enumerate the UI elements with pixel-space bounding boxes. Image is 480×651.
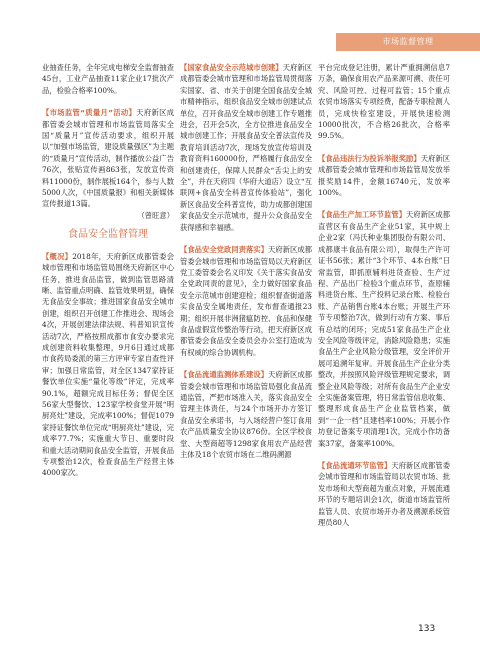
column-right [318,62,450,528]
paragraph [180,244,312,358]
paragraph-body: 天府新区成都管委会城市管理和市场监管局发放举报奖励14件，金额16740元，发放率100%。 [318,153,451,198]
section-header-title: 市场监督管理 [382,37,434,46]
author-signature: （曾旺意） [137,210,174,220]
paragraph [42,107,174,210]
paragraph-heading: 【国家食品安全示范城市创建】 [180,63,283,72]
paragraph [318,153,450,199]
paragraph-heading: 【食品流通监测体系建设】 [180,370,269,380]
paragraph-heading: 【食品安全党政同责落实】 [180,245,269,255]
paragraph [318,460,450,528]
paragraph: 平台完成登记注册，累计严重拥溯信息7万条，确保食用农产品来源可溯、责任可究、风险可控、过程可监管；15个重点农贸市场落实专项经费，配备专职检测人员，完成快检室建设，开展快速检测10000批次，不合格26批次，合格率99.5%。 [318,63,450,141]
section-title: 食品安全监督管理 [68,229,148,241]
paragraph-heading: 【市场监管“质量月”活动】 [42,108,137,118]
paragraph [180,369,312,460]
paragraph-body: 天府新区成都管委会城市管理和市场监管局强化食品流通监管，严把市场准入关，落实食品安全管理主体责任，与24个市场开办方签订食品安全承诺书，与入场经营户签订食用农产品质量安全协议876份。全区学校食堂、大型商超等1298家食用农产品经营主体及18个农贸市场在二维码溯源 [180,370,313,459]
paragraph-heading: 【食品流通环节监管】 [318,461,392,470]
paragraph-heading: 【食品生产加工环节监管】 [318,210,407,220]
paragraph-heading: 【食品违法行为投诉举报奖励】 [318,153,421,163]
paragraph [180,62,312,233]
column-left [42,62,174,479]
paragraph-heading: 【概况】 [42,251,73,261]
column-middle [180,62,312,460]
paragraph-body: 天府新区成都直营区有食品生产企业51家，其中规上企业2家（冯氏种业集团股份有限公司、成都康丰食品有限公司），取得生产许可证书56张；累计“3个环节、4本台账”日常监管，即抓原辅料进货查验、生产过程、产品出厂检验3个重点环节，查原辅料进货台账、生产投料记录台账、检验台账、产品销售台账4本台账；开展生产环节专项整治7次，做到行动有方案、事后有总结的闭环；完成51家食品生产企业安全风险等级评定，消除风险隐患；实施食品生产企业风险分级管理，安全评价开展可追溯年复审。开展食品生产企业分类整改，并按照风险评级管理规定要求，调整企业风险等级；对所有食品生产企业安全实施备案管理，将日常监管信息收集、整理形成食品生产企业监管档案，做到“一企一档”且建档率100%；开展小作坊登记备案专项清理1次，完成小作坊备案37家，备案率100%。 [318,210,451,448]
paragraph-body: 天府新区成都管委会城市管理和市场监管局以农贸市场、批发市场和大型商超为重点对象，开展流通环节的专题培训会1次，街道市场监管所监管人员、农贸市场开办者及溯源系统管理员80人 [318,461,451,528]
paragraph [318,209,450,449]
section-header-bar [336,33,480,51]
paragraph-body: 天府新区成都管委会城市管理和市场监管局以天府新区党工委管委会名义印发《关于落实食品安全党政同责的意见》，全力做好国家食品安全示范城市创建迎检；组织督查街道落实食品安全属地责任，发布督查通报23期；组织开展非洲猪瘟防控、食品和保健食品虚假宣传整治等行动，把天府新区成都管委会食品安全委员会办公室打造成为有权威的综合协调机构。 [180,245,313,357]
paragraph-body: 2018年，天府新区成都管委会城市管理和市场监管局围绕天府新区中心任务，推进食品监管，做到监管思路清晰、监管重点明确、监管效果明显，确保无食品安全事故；推进国家食品安全城市创建，组织召开创建工作推进会、现场会4次，开展创建法律法规、科普知识宣传活动7次，严格按照成都市食安办要求完成创建资料收集整理，9月6日通过成都市食药局委派的第三方评审专家自查性评审；加强日常监管，对全区1347家持证餐饮单位实施“量化等级”评定，完成率90.1%，超额完成目标任务；督促全区56家大型餐饮、123家学校食堂开展“明厨亮灶”建设，完成率100%；督促1079家持证餐饮单位完成“明厨亮灶”建设，完成率77.7%；实施重大节日、重要时段和重大活动期间食品安全监管，开展食品专项整治12次，检查食品生产经营主体4000家次。 [42,251,174,478]
paragraph [42,251,174,479]
paragraph-body: 天府新区成都管委会城市管理和市场监管局贯彻落实国家、省、市关于创建全国食品安全城市精神指示，组织食品安全城市创建试点单位，召开食品安全城市创建工作专题推进会，召开会5次，全方位推进食品安全城市创建工作；开展食品安全普法宣传及教育培训活动7次，现场发放宣传培训及教育资料160000份，严格履行食品安全和创建责任，保障人民群众“舌尖上的安全”，并在天府四（华府大道店）设立“互联网+食品安全科普宣传体验站”，强化新区食品安全科普宣传，助力成都创建国家食品安全示范城市，提升公众食品安全获得感和幸福感。 [180,63,313,232]
paragraph: 业抽查任务，全年完成电梯安全监督抽查45台，工业产品抽查11家企业17批次产品，检验合格率100%。 [42,63,174,95]
page-number: 133 [418,624,436,634]
paragraph-body: 天府新区成都管委会城市管理和市场监管局落实全国“质量月”宣传活动要求，组织开展以“加强市场监管，建设质量强区”为主题的“质量月”宣传活动，制作播放公益广告76次，张贴宣传画863张，发放宣传资料11000份，制作展板164个，参与人数5000人次，《中国质量报》和相关新媒体宣传报道13篇。 [42,108,175,209]
